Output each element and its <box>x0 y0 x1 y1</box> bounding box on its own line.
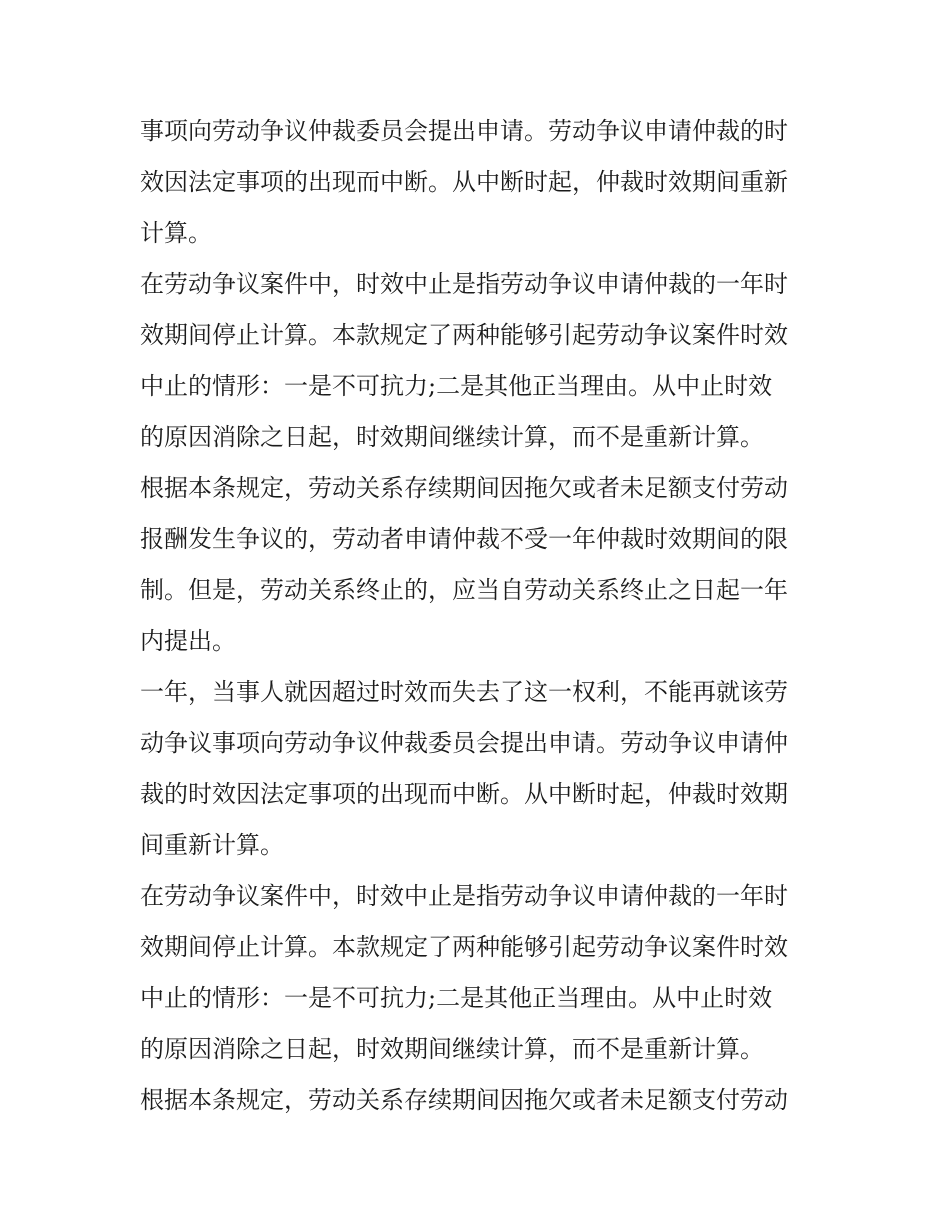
text-line: 的原因消除之日起，时效期间继续计算，而不是重新计算。 <box>140 1035 764 1063</box>
text-line: 在劳动争议案件中，时效中止是指劳动争议申请仲裁的一年时 <box>140 270 788 298</box>
text-line: 间重新计算。 <box>140 831 284 859</box>
text-line: 中止的情形：一是不可抗力;二是其他正当理由。从中止时效 <box>140 984 773 1012</box>
text-line: 事项向劳动争议仲裁委员会提出申请。劳动争议申请仲裁的时 <box>140 117 788 145</box>
text-line: 效因法定事项的出现而中断。从中断时起，仲裁时效期间重新 <box>140 168 788 196</box>
text-line: 裁的时效因法定事项的出现而中断。从中断时起，仲裁时效期 <box>140 780 788 808</box>
text-line: 制。但是，劳动关系终止的，应当自劳动关系终止之日起一年 <box>140 576 788 604</box>
text-line: 的原因消除之日起，时效期间继续计算，而不是重新计算。 <box>140 423 764 451</box>
text-line: 在劳动争议案件中，时效中止是指劳动争议申请仲裁的一年时 <box>140 882 788 910</box>
text-line: 计算。 <box>140 219 212 247</box>
text-line: 根据本条规定，劳动关系存续期间因拖欠或者未足额支付劳动 <box>140 1086 788 1114</box>
text-line: 效期间停止计算。本款规定了两种能够引起劳动争议案件时效 <box>140 321 788 349</box>
body-text <box>140 106 820 1126</box>
text-line: 中止的情形：一是不可抗力;二是其他正当理由。从中止时效 <box>140 372 773 400</box>
text-line: 一年，当事人就因超过时效而失去了这一权利，不能再就该劳 <box>140 678 788 706</box>
text-line: 动争议事项向劳动争议仲裁委员会提出申请。劳动争议申请仲 <box>140 729 788 757</box>
text-line: 效期间停止计算。本款规定了两种能够引起劳动争议案件时效 <box>140 933 788 961</box>
text-line: 报酬发生争议的，劳动者申请仲裁不受一年仲裁时效期间的限 <box>140 525 788 553</box>
text-line: 根据本条规定，劳动关系存续期间因拖欠或者未足额支付劳动 <box>140 474 788 502</box>
text-line: 内提出。 <box>140 627 236 655</box>
